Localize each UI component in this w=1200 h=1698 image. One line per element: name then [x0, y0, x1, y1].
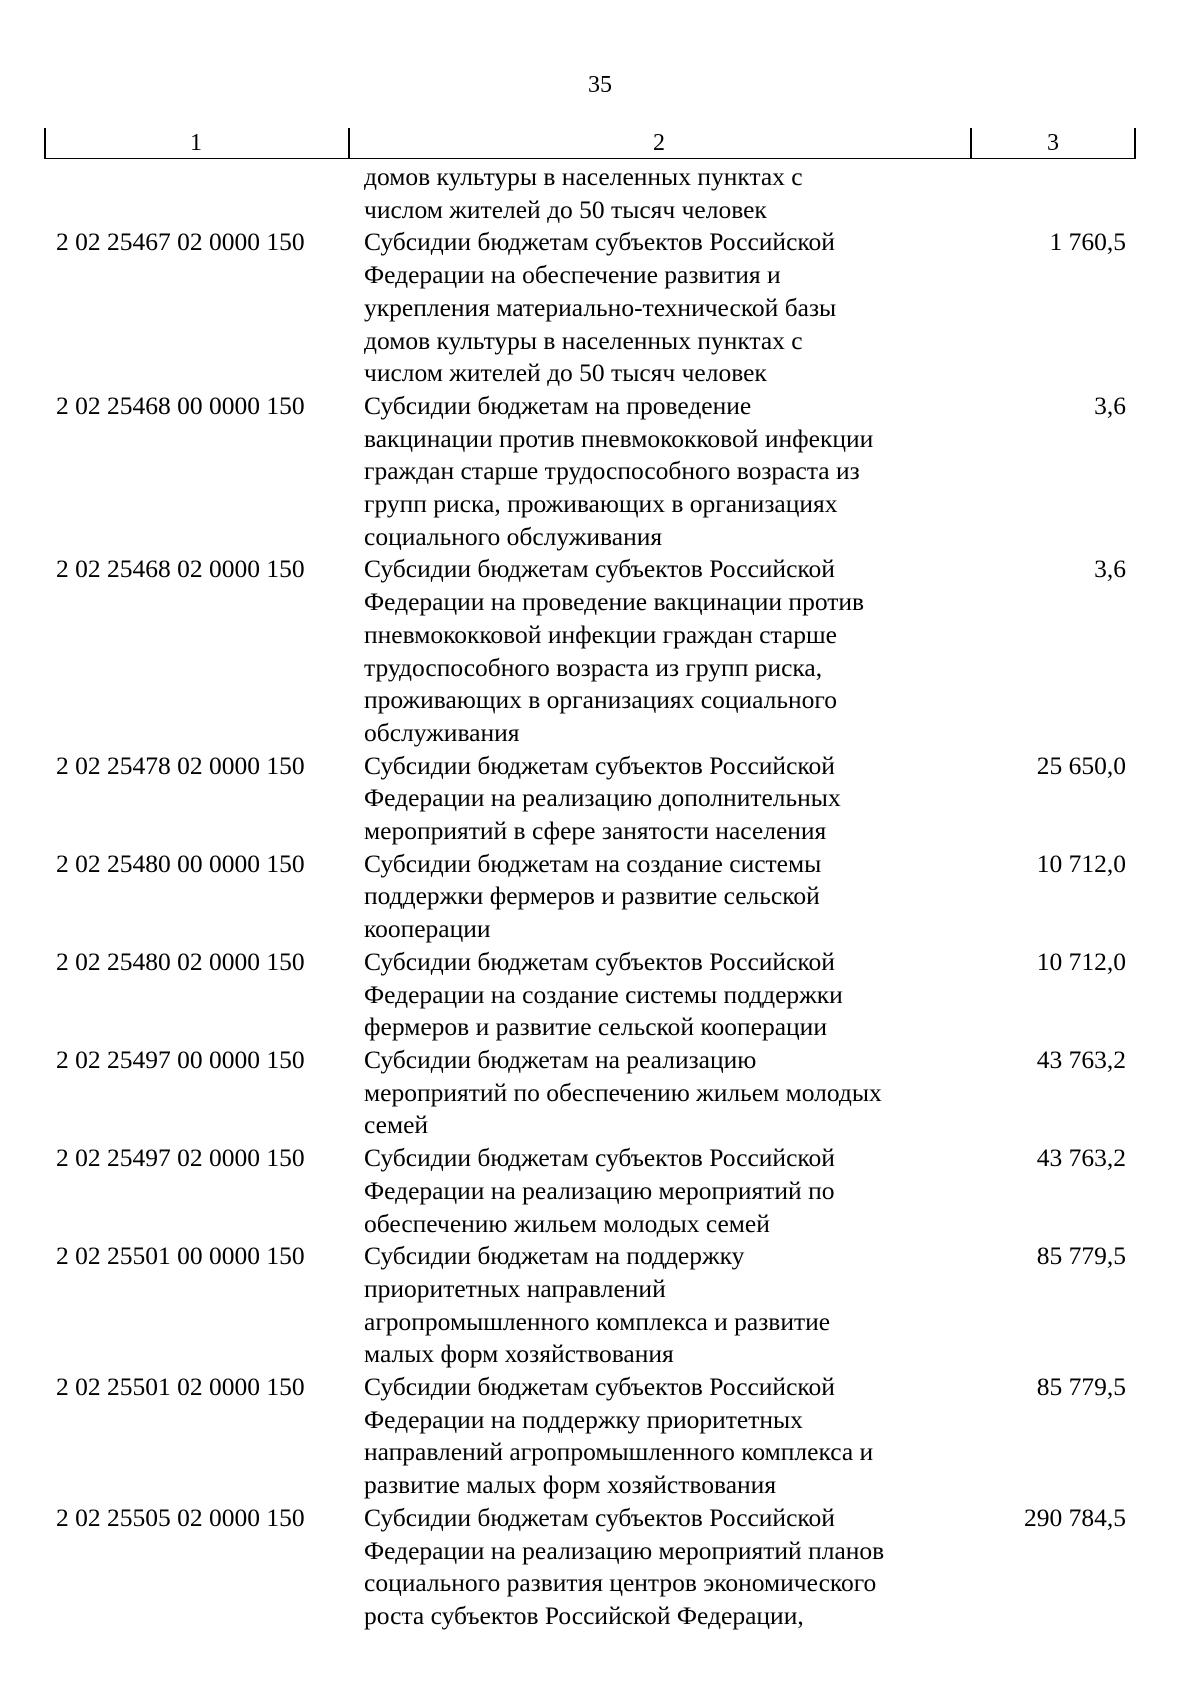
budget-code-cell: 2 02 25497 00 0000 150 [56, 1044, 305, 1074]
column-header-1: 1 [190, 130, 202, 156]
description-line: развитие малых форм хозяйствования [364, 1470, 777, 1500]
description-line: Субсидии бюджетам на реализацию [364, 1044, 757, 1074]
amount-cell: 85 779,5 [1036, 1241, 1126, 1271]
description-line: Федерации на реализацию мероприятий по [364, 1175, 835, 1205]
amount-cell: 85 779,5 [1036, 1372, 1126, 1402]
description-line: малых форм хозяйствования [364, 1339, 674, 1369]
table-row [44, 1371, 1136, 1502]
description-cell [348, 1371, 970, 1502]
table-row [44, 1240, 1136, 1371]
amount-cell: 3,6 [1094, 554, 1126, 584]
description-line: фермеров и развитие сельской кооперации [364, 1012, 827, 1042]
description-line: Федерации на реализацию мероприятий планов [364, 1535, 885, 1565]
description-line: семей [364, 1110, 429, 1140]
description-line: Субсидии бюджетам субъектов Российской [364, 1143, 835, 1173]
budget-code-cell: 2 02 25501 00 0000 150 [56, 1241, 305, 1271]
budget-code-cell: 2 02 25468 00 0000 150 [56, 390, 305, 420]
description-line: трудоспособного возраста из групп риска, [364, 652, 823, 682]
budget-code-cell: 2 02 25478 02 0000 150 [56, 750, 305, 780]
description-line: поддержки фермеров и развитие сельской [364, 881, 820, 911]
budget-code-cell: 2 02 25468 02 0000 150 [56, 554, 305, 584]
description-cell [348, 226, 970, 390]
budget-code-cell: 2 02 25467 02 0000 150 [56, 227, 305, 257]
description-line: проживающих в организациях социального [364, 685, 838, 715]
description-line: Федерации на поддержку приоритетных [364, 1404, 803, 1434]
budget-code-cell: 2 02 25480 02 0000 150 [56, 946, 305, 976]
amount-cell: 1 760,5 [1049, 227, 1126, 257]
description-line: групп риска, проживающих в организациях [364, 489, 838, 519]
description-line: приоритетных направлений [364, 1273, 666, 1303]
description-line: числом жителей до 50 тысяч человек [364, 194, 767, 224]
description-cell [348, 1502, 970, 1633]
page-number: 35 [588, 72, 612, 98]
description-line: направлений агропромышленного комплекса и [364, 1437, 874, 1467]
description-line: социального обслуживания [364, 521, 663, 551]
description-line: социального развития центров экономического [364, 1568, 877, 1598]
amount-cell [970, 161, 1136, 226]
table-row [44, 946, 1136, 1044]
description-line: Субсидии бюджетам на поддержку [364, 1241, 745, 1271]
description-line: числом жителей до 50 тысяч человек [364, 358, 767, 388]
description-line: агропромышленного комплекса и развитие [364, 1306, 831, 1336]
description-line: вакцинации против пневмококковой инфекции [364, 423, 874, 453]
description-cell [348, 1044, 970, 1142]
description-line: обслуживания [364, 717, 520, 747]
description-line: Субсидии бюджетам субъектов Российской [364, 946, 835, 976]
description-line: Федерации на реализацию дополнительных [364, 783, 841, 813]
description-line: Федерации на проведение вакцинации против [364, 587, 865, 617]
description-cell [348, 161, 970, 226]
description-cell [348, 848, 970, 946]
description-line: домов культуры в населенных пунктах с [364, 162, 803, 191]
table-row [44, 553, 1136, 749]
budget-code-cell [44, 161, 348, 226]
description-line: граждан старше трудоспособного возраста из [364, 456, 860, 486]
table-row [44, 226, 1136, 390]
description-cell [348, 1142, 970, 1240]
table-row [44, 390, 1136, 554]
budget-table-body [44, 161, 1136, 1633]
description-line: Субсидии бюджетам субъектов Российской [364, 1372, 835, 1402]
table-row [44, 161, 1136, 226]
budget-code-cell: 2 02 25505 02 0000 150 [56, 1502, 305, 1532]
table-row [44, 1142, 1136, 1240]
amount-cell: 10 712,0 [1036, 848, 1126, 878]
description-cell [348, 946, 970, 1044]
budget-code-cell: 2 02 25480 00 0000 150 [56, 848, 305, 878]
description-line: Субсидии бюджетам субъектов Российской [364, 750, 835, 780]
description-cell [348, 390, 970, 554]
description-line: домов культуры в населенных пунктах с [364, 325, 803, 355]
table-row [44, 848, 1136, 946]
amount-cell: 25 650,0 [1036, 750, 1126, 780]
table-row [44, 750, 1136, 848]
description-cell [348, 750, 970, 848]
description-line: Федерации на создание системы поддержки [364, 979, 843, 1009]
header-divider [1134, 128, 1136, 158]
description-line: кооперации [364, 914, 491, 944]
amount-cell: 10 712,0 [1036, 946, 1126, 976]
description-line: Субсидии бюджетам на проведение [364, 390, 752, 420]
amount-cell: 290 784,5 [1024, 1502, 1126, 1532]
table-row [44, 1502, 1136, 1633]
table-row [44, 1044, 1136, 1142]
description-line: пневмококковой инфекции граждан старше [364, 619, 837, 649]
description-line: Субсидии бюджетам на создание системы [364, 848, 822, 878]
column-header-3: 3 [1047, 130, 1059, 156]
description-cell [348, 1240, 970, 1371]
description-line: Субсидии бюджетам субъектов Российской [364, 227, 835, 257]
budget-code-cell: 2 02 25501 02 0000 150 [56, 1372, 305, 1402]
description-line: мероприятий по обеспечению жильем молодых [364, 1077, 882, 1107]
table-header [44, 128, 1136, 159]
amount-cell: 43 763,2 [1036, 1044, 1126, 1074]
description-line: Субсидии бюджетам субъектов Российской [364, 554, 835, 584]
description-line: обеспечению жильем молодых семей [364, 1208, 770, 1238]
description-line: роста субъектов Российской Федерации, [364, 1600, 804, 1630]
description-line: мероприятий в сфере занятости населения [364, 816, 827, 846]
description-cell [348, 553, 970, 749]
amount-cell: 43 763,2 [1036, 1143, 1126, 1173]
amount-cell: 3,6 [1094, 390, 1126, 420]
budget-code-cell: 2 02 25497 02 0000 150 [56, 1143, 305, 1173]
description-line: укрепления материально-технической базы [364, 292, 837, 322]
description-line: Субсидии бюджетам субъектов Российской [364, 1502, 835, 1532]
description-line: Федерации на обеспечение развития и [364, 260, 781, 290]
column-header-2: 2 [653, 130, 665, 156]
